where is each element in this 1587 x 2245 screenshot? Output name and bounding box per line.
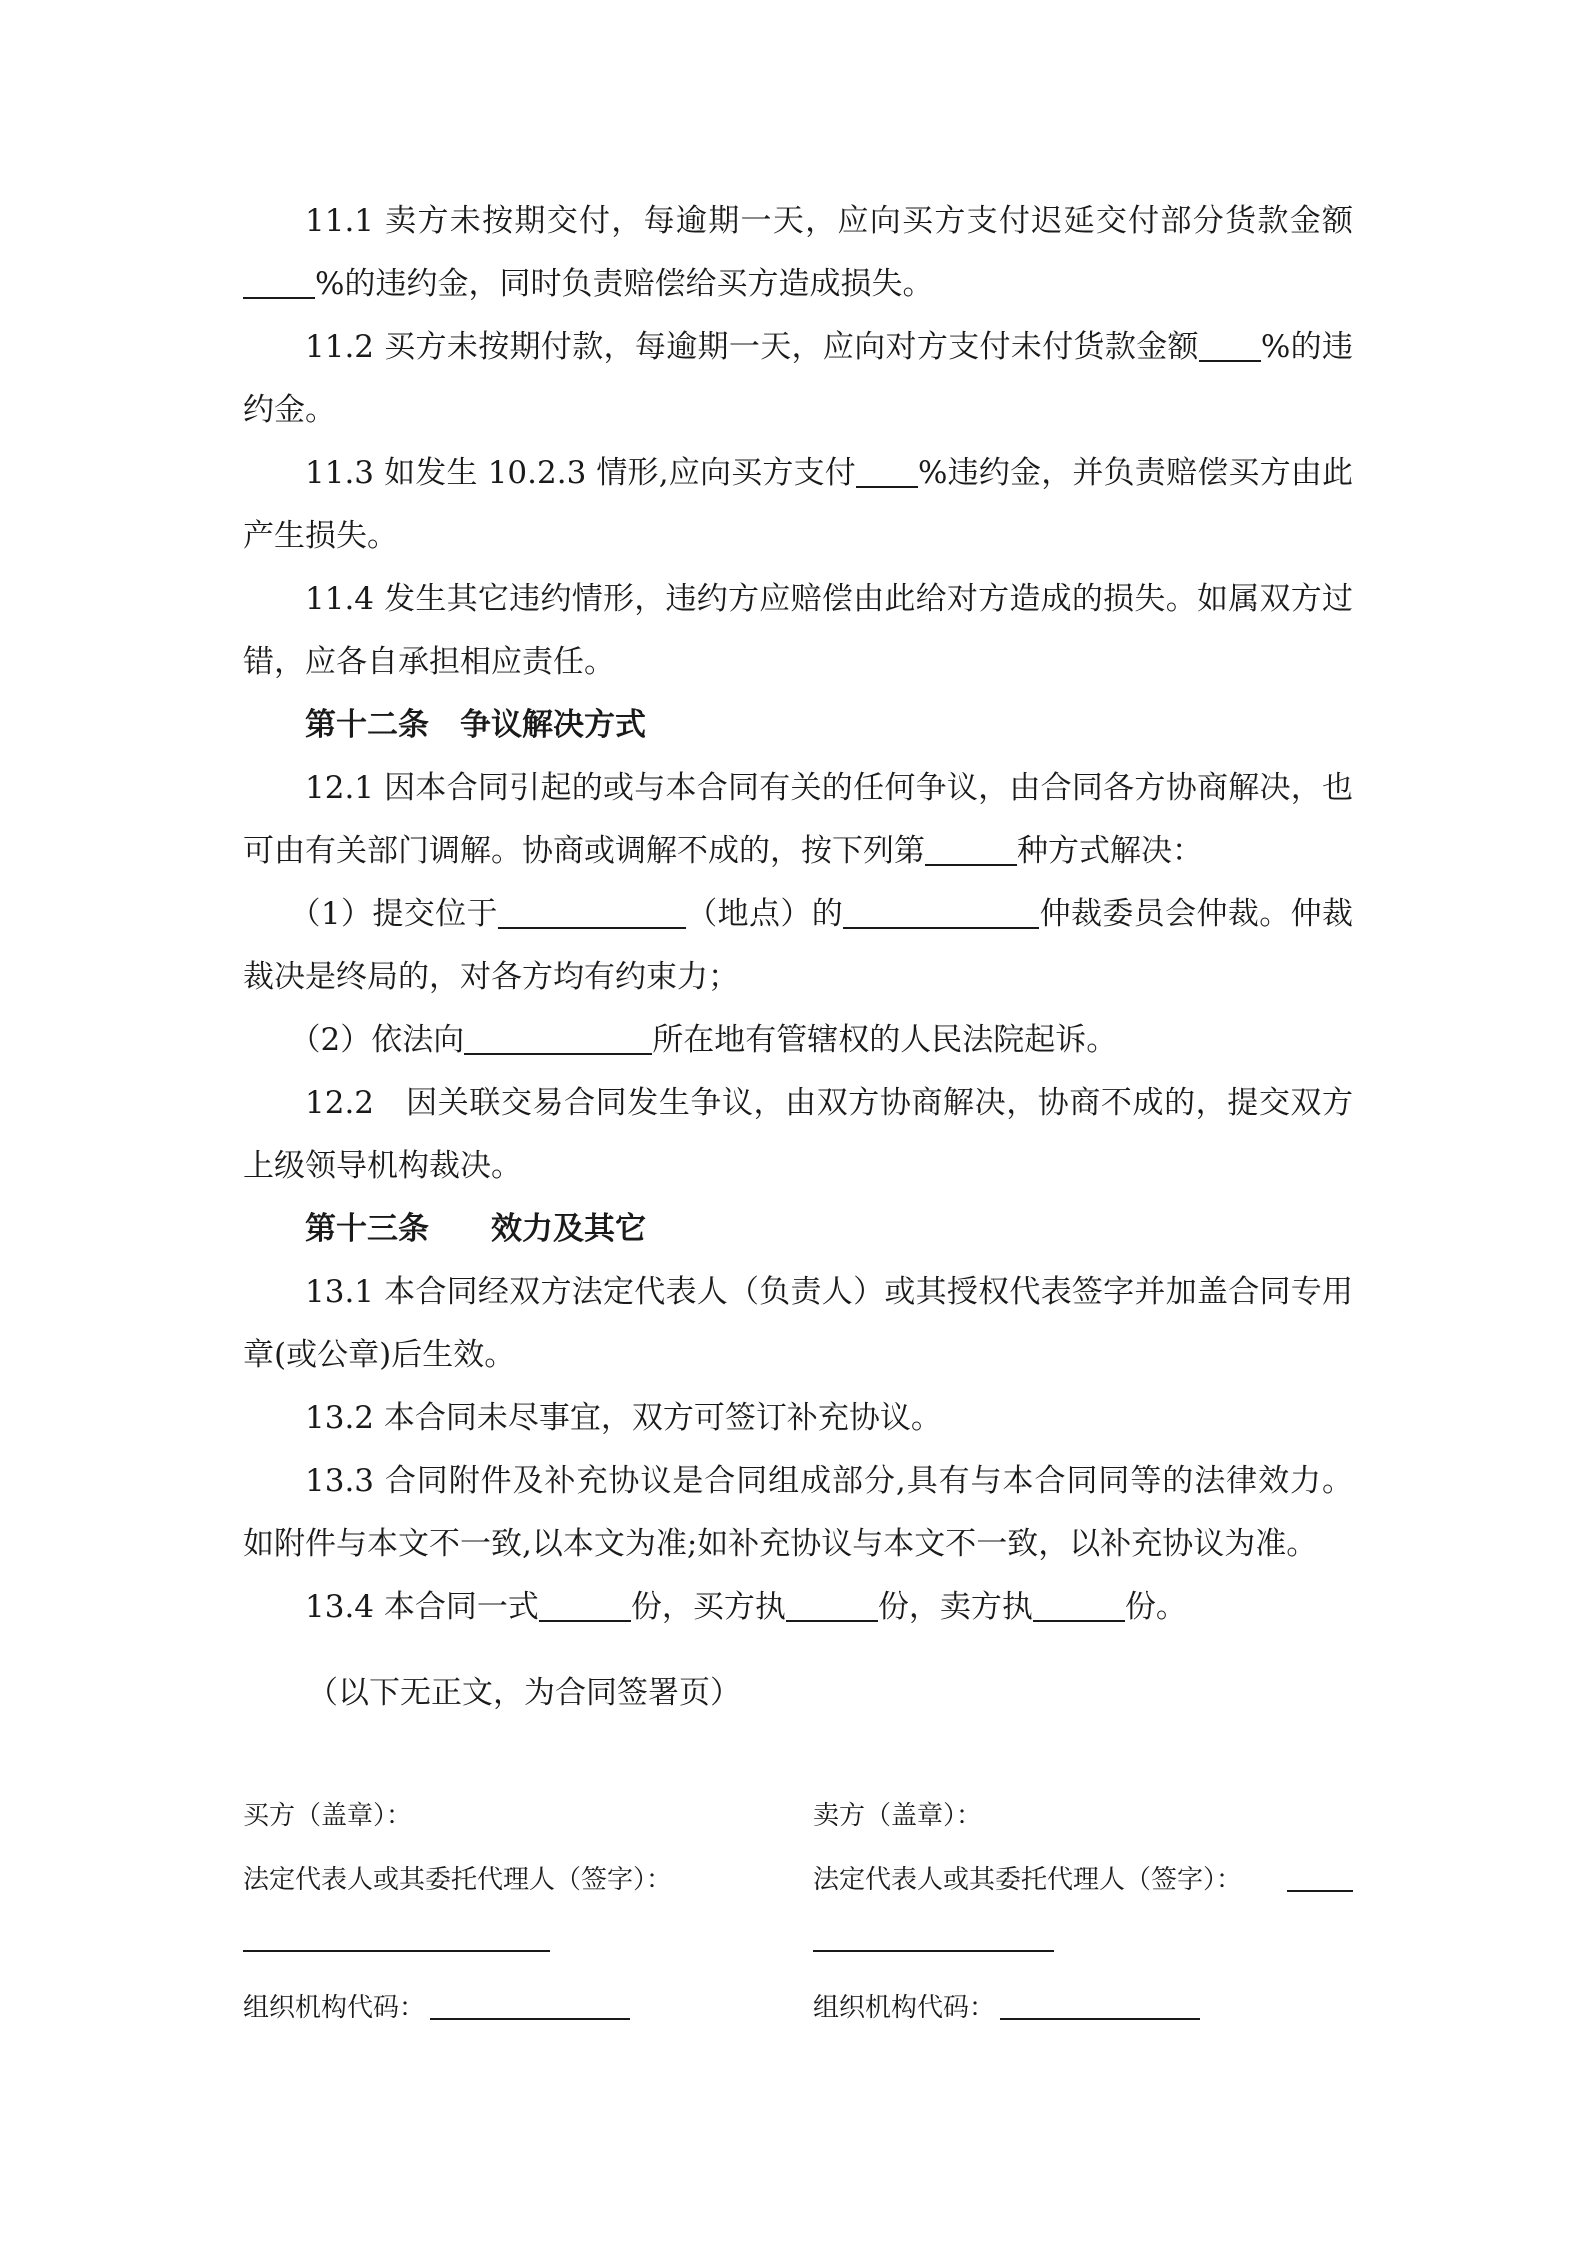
clause-11-4: 11.4 发生其它违约情形，违约方应赔偿由此给对方造成的损失。如属双方过错，应各自承担相应责任。 xyxy=(243,581,1353,680)
buyer-org-code-label: 组织机构代码： xyxy=(243,1993,426,2023)
clause-11-2: 11.2 买方未按期付款，每逾期一天，应向对方支付未付货款金额 %的违约金。 xyxy=(243,329,1353,428)
option-1: （1）提交位于 （地点）的 仲裁委员会仲裁。仲裁裁决是终局的，对各方均有约束力； xyxy=(243,896,1353,995)
contract-body xyxy=(243,190,1353,1639)
seller-rep-label: 法定代表人或其委托代理人（签字）： xyxy=(813,1865,1243,1895)
blank-12-1 xyxy=(925,833,1017,866)
seller-rep-signature-line-start xyxy=(1287,1890,1353,1892)
seller-seal-label: 卖方（盖章）： xyxy=(813,1801,983,1831)
buyer-rep-label: 法定代表人或其委托代理人（签字）： xyxy=(243,1865,673,1895)
seller-org-code-label: 组织机构代码： xyxy=(813,1993,996,2023)
blank-copies-seller xyxy=(1033,1589,1125,1622)
clause-13-2: 13.2 本合同未尽事宜，双方可签订补充协议。 xyxy=(305,1400,942,1436)
no-more-text-note: （以下无正文，为合同签署页） xyxy=(307,1675,741,1711)
blank-copies-total xyxy=(539,1589,631,1622)
clause-12-2: 12.2 因关联交易合同发生争议，由双方协商解决，协商不成的，提交双方上级领导机构裁决。 xyxy=(243,1085,1353,1184)
article-13-heading: 第十三条 效力及其它 xyxy=(305,1211,646,1247)
blank-arbitration-commission xyxy=(843,896,1039,929)
blank-11-1 xyxy=(243,266,315,299)
blank-copies-buyer xyxy=(786,1589,878,1622)
buyer-rep-signature-line xyxy=(243,1950,550,1952)
seller-org-code-line xyxy=(1000,2018,1200,2020)
clause-11-1: 11.1 卖方未按期交付，每逾期一天，应向买方支付迟延交付部分货款金额%的违约金，同时负责赔偿给买方造成损失。 xyxy=(243,190,1353,316)
clause-13-3: 13.3 合同附件及补充协议是合同组成部分,具有与本合同同等的法律效力。如附件与本文不一致,以本文为准;如补充协议与本文不一致，以补充协议为准。 xyxy=(243,1463,1353,1562)
article-12-heading: 第十二条 争议解决方式 xyxy=(305,707,646,743)
blank-court-location xyxy=(464,1022,652,1055)
clause-13-1: 13.1 本合同经双方法定代表人（负责人）或其授权代表签字并加盖合同专用章(或公章)后生效。 xyxy=(243,1274,1353,1373)
buyer-org-code-line xyxy=(430,2018,630,2020)
clause-12-1: 12.1 因本合同引起的或与本合同有关的任何争议，由合同各方协商解决，也可由有关部门调解。协商或调解不成的，按下列第 种方式解决： xyxy=(243,770,1353,869)
option-2: （2）依法向 所在地有管辖权的人民法院起诉。 xyxy=(289,1022,1118,1058)
buyer-seal-label: 买方（盖章）： xyxy=(243,1801,413,1831)
seller-rep-signature-line xyxy=(813,1950,1054,1952)
blank-11-3 xyxy=(856,455,918,488)
clause-13-4: 13.4 本合同一式 份，买方执 份，卖方执 份。 xyxy=(305,1589,1187,1625)
blank-11-2 xyxy=(1199,329,1261,362)
clause-11-3: 11.3 如发生 10.2.3 情形,应向买方支付 %违约金，并负责赔偿买方由此产生损失。 xyxy=(243,455,1353,554)
blank-arbitration-location xyxy=(498,896,686,929)
